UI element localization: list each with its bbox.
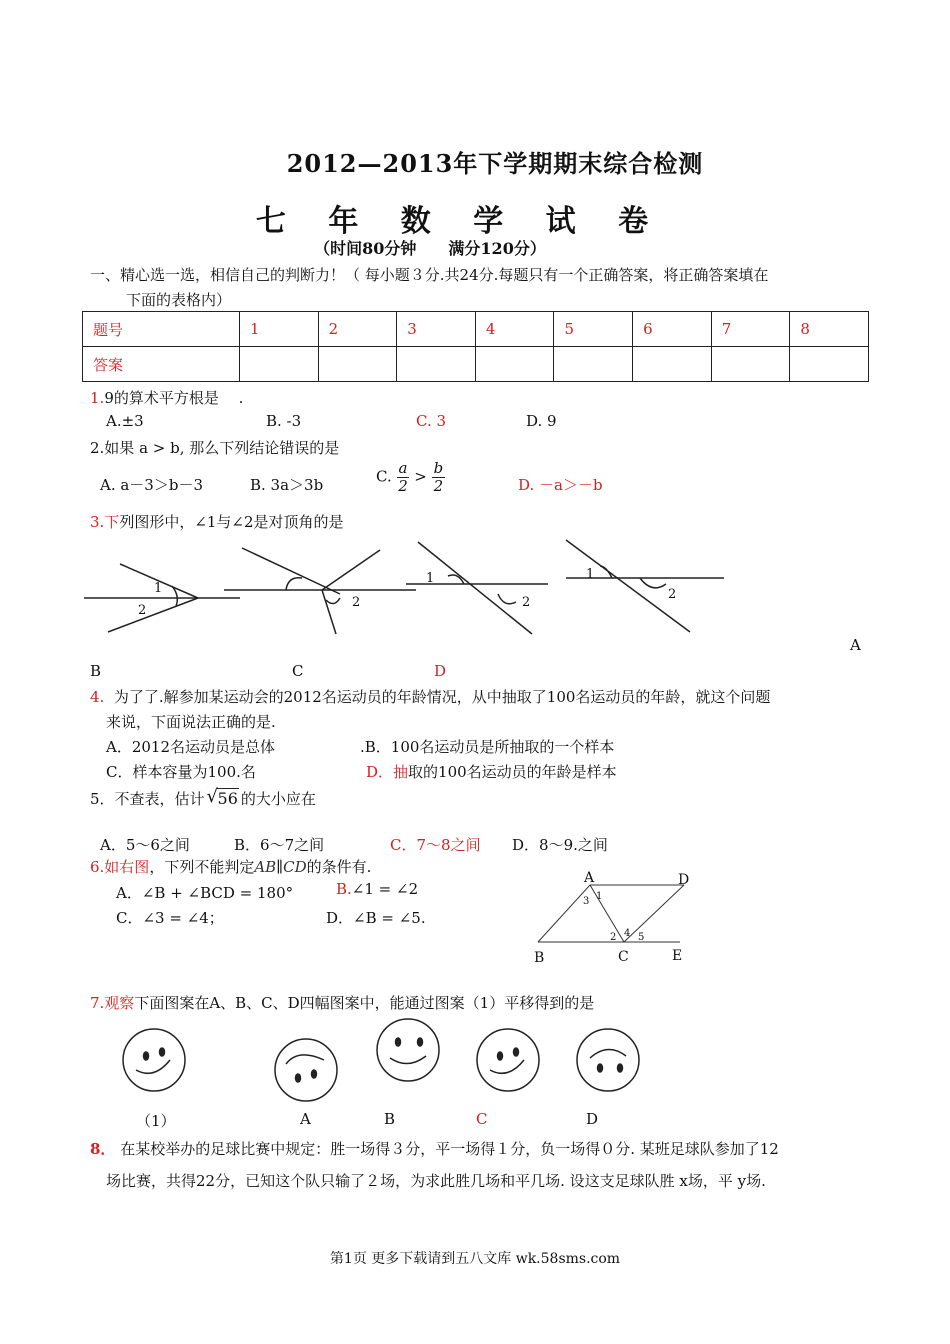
q6-option-b [336, 880, 418, 898]
answer-cell[interactable] [554, 347, 633, 382]
smiley-eye [160, 1048, 165, 1056]
smiley-eye [598, 1064, 603, 1072]
smiley-eye [498, 1052, 503, 1060]
q5-option-a: A．5～6之间 [100, 836, 190, 854]
q6-option-a: A．∠B + ∠BCD = 180° [116, 884, 294, 902]
fig4-arc [640, 578, 666, 588]
q6-angle-1: 1 [596, 891, 603, 902]
frac-denominator: 2 [433, 477, 444, 495]
fig4-line [566, 540, 690, 632]
fig3-line [418, 542, 532, 634]
q5-option-c: C．7～8之间 [390, 836, 481, 854]
table-cell: 6 [633, 312, 712, 347]
q5-stem-prefix: 5．不查表，估计 [90, 790, 205, 808]
q6-angle-3: 3 [583, 896, 590, 907]
section1-instruction-line2: 下面的表格内） [126, 291, 232, 309]
q1-option-d: D. 9 [526, 412, 557, 430]
q4-option-c: C．样本容量为100.名 [106, 763, 256, 781]
q5-option-b: B．6～7之间 [234, 836, 325, 854]
table-cell: 3 [397, 312, 476, 347]
q6-ab: AB [254, 858, 277, 876]
q6-angle-5: 5 [638, 932, 645, 943]
smiley-eye [418, 1038, 423, 1046]
q6-stem-end: 的条件有. [306, 858, 372, 876]
q6-line-ab [538, 885, 590, 942]
q7-text: 下面图案在A、B、C、D四幅图案中，能通过图案（1）平移得到的是 [134, 994, 595, 1012]
smiley-eye [296, 1074, 301, 1082]
answer-cell[interactable] [475, 347, 554, 382]
smiley-mouth [136, 1060, 170, 1073]
smiley-eye [144, 1052, 149, 1060]
q8-number: 8． [90, 1140, 116, 1158]
q6-option-c: C．∠3 = ∠4； [116, 909, 224, 927]
table-cell: 4 [475, 312, 554, 347]
q7-stem [90, 992, 594, 1013]
q7-label-original: （1） [136, 1112, 176, 1130]
q4-option-d [366, 761, 617, 782]
q6-figure [528, 868, 718, 968]
fig3-label-1: 1 [426, 571, 435, 586]
table-cell-label: 题号 [83, 312, 240, 347]
q6-option-b-prefix: B. [336, 880, 352, 898]
fig2-ray [322, 550, 380, 590]
q7-figures [110, 1014, 650, 1114]
smiley-d [577, 1029, 639, 1091]
q6-label-e: E [672, 948, 683, 964]
q8-line2: 场比赛，共得22分，已知这个队只输了２场，为求此胜几场和平几场. 设这支足球队胜 x场，平 y场. [106, 1172, 766, 1190]
page-footer: 第1页 更多下载请到五八文库 wk.58sms.com [329, 1251, 621, 1267]
q2-option-b: B. 3a＞3b [250, 476, 324, 494]
q6-line-cd [624, 885, 684, 942]
frac-numerator: a [398, 459, 408, 477]
exam-subtitle: 七 年 数 学 试 卷 [255, 204, 665, 239]
table-cell: 5 [554, 312, 633, 347]
table-cell: 2 [318, 312, 397, 347]
fig2-arc [286, 578, 302, 590]
q4-option-d-prefix: D．抽 [366, 763, 409, 781]
q2-option-c-prefix: C. [376, 467, 392, 486]
q5-stem-suffix: 的大小应在 [240, 790, 316, 808]
smiley-original [123, 1029, 185, 1091]
q7-number: 7.观察 [90, 994, 135, 1012]
q3-text: 列图形中，∠1与∠2是对顶角的是 [119, 513, 344, 531]
q6-option-b-text: ∠1 = ∠2 [351, 880, 419, 898]
q2-option-c [376, 460, 445, 495]
q2-option-a: A. a－3＞b－3 [100, 476, 204, 494]
q3-stem [90, 511, 344, 532]
table-cell: 7 [711, 312, 790, 347]
q2-fraction-b [432, 460, 446, 495]
q7-label-a: A [300, 1110, 311, 1128]
fig4-label-1: 1 [586, 567, 595, 582]
exam-title: 2012—2013年下学期期末综合检测 [286, 149, 704, 178]
smiley-eye [312, 1070, 317, 1078]
table-cell: 1 [239, 312, 318, 347]
q6-stem [90, 856, 371, 877]
q6-angle-4: 4 [624, 928, 631, 939]
answer-table [82, 311, 869, 382]
answer-cell[interactable] [397, 347, 476, 382]
q6-angle-2: 2 [610, 932, 617, 943]
q5-stem [90, 788, 316, 809]
q7-label-c: C [476, 1110, 488, 1128]
q6-number: 6.如右图 [90, 858, 150, 876]
q1-option-a: A.±3 [106, 412, 144, 430]
q2-gt: > [414, 467, 427, 486]
q1-option-b: B. -3 [266, 412, 302, 430]
q6-label-b: B [534, 950, 545, 966]
fig3-label-2: 2 [522, 595, 531, 610]
q4-option-a: A．2012名运动员是总体 [106, 738, 276, 756]
fig2-arc [326, 598, 340, 604]
q3-option-a: A [850, 636, 861, 654]
q2-stem: 2.如果 a > b, 那么下列结论错误的是 [90, 439, 340, 457]
frac-denominator: 2 [398, 477, 408, 495]
smiley-b [377, 1019, 439, 1081]
smiley-eye [514, 1048, 519, 1056]
q7-label-b: B [384, 1110, 396, 1128]
time-info: （时间80分钟 满分120分） [314, 239, 546, 258]
section1-instruction-line1: 一、精心选一选，相信自己的判断力！（ 每小题３分.共24分.每题只有一个正确答案，将正确答案填在 [90, 266, 769, 284]
q6-label-c: C [618, 949, 629, 965]
smiley-c [477, 1029, 539, 1091]
q8-line1 [90, 1138, 779, 1159]
smiley-mouth [390, 1056, 426, 1064]
q2-fraction-a [397, 460, 410, 495]
q3-figures [80, 536, 740, 646]
table-cell-label: 答案 [83, 347, 240, 382]
q5-radicand: 56 [217, 789, 238, 808]
q6-cd: CD [283, 858, 307, 876]
smiley-a [275, 1039, 337, 1101]
fig2-ray [322, 590, 336, 634]
q4-text: 为了了.解参加某运动会的2012名运动员的年龄情况，从中抽取了100名运动员的年龄，就这个问题 [113, 688, 771, 706]
answer-cell[interactable] [239, 347, 318, 382]
q1-stem [90, 387, 243, 408]
smiley-mouth [590, 1049, 626, 1058]
q4-number: 4. [90, 688, 105, 706]
q4-line1 [90, 686, 770, 707]
q5-radical [206, 786, 239, 808]
fig1-label-1: 1 [154, 581, 163, 596]
smiley-eye [618, 1064, 623, 1072]
answer-cell[interactable] [790, 347, 869, 382]
q8-text: 在某校举办的足球比赛中规定：胜一场得３分，平一场得１分，负一场得０分. 某班足球队参加了12 [120, 1140, 779, 1158]
q1-text: 9的算术平方根是 . [104, 389, 244, 407]
q4-option-d-text: 取的100名运动员的年龄是样本 [408, 763, 617, 781]
table-row [83, 347, 869, 382]
fig1-ray [108, 598, 198, 632]
q5-option-d: D．8～9.之间 [512, 836, 608, 854]
q1-number: 1. [90, 389, 105, 407]
q1-option-c: C. 3 [416, 412, 447, 430]
q6-option-d: D．∠B = ∠5. [326, 909, 426, 927]
answer-cell[interactable] [711, 347, 790, 382]
q6-label-d: D [678, 872, 690, 888]
q6-stem-mid: ，下列不能判定 [149, 858, 255, 876]
q4-line2: 来说，下面说法正确的是. [106, 713, 276, 731]
q7-label-d: D [586, 1110, 599, 1128]
q4-option-b: .B．100名运动员是所抽取的一个样本 [360, 738, 615, 756]
q3-option-c: C [292, 662, 304, 680]
q6-label-a: A [584, 870, 595, 886]
smiley-eye [396, 1038, 401, 1046]
answer-cell[interactable] [633, 347, 712, 382]
table-cell: 8 [790, 312, 869, 347]
fig2-label-2: 2 [352, 595, 361, 610]
table-row [83, 312, 869, 347]
fig4-label-2: 2 [668, 587, 677, 602]
fig3-arc [498, 594, 516, 604]
fig1-label-2: 2 [138, 603, 147, 618]
smiley-mouth [490, 1060, 524, 1073]
q6-parallel: ∥ [276, 858, 284, 876]
frac-numerator: b [433, 459, 444, 477]
smiley-mouth [286, 1055, 324, 1064]
answer-cell[interactable] [318, 347, 397, 382]
q2-option-d: D. －a＞－b [518, 476, 603, 494]
sqrt-icon: √ [206, 786, 219, 807]
q3-option-d: D [434, 662, 447, 680]
q3-option-b: B [90, 662, 102, 680]
q3-number: 3.下 [90, 513, 120, 531]
